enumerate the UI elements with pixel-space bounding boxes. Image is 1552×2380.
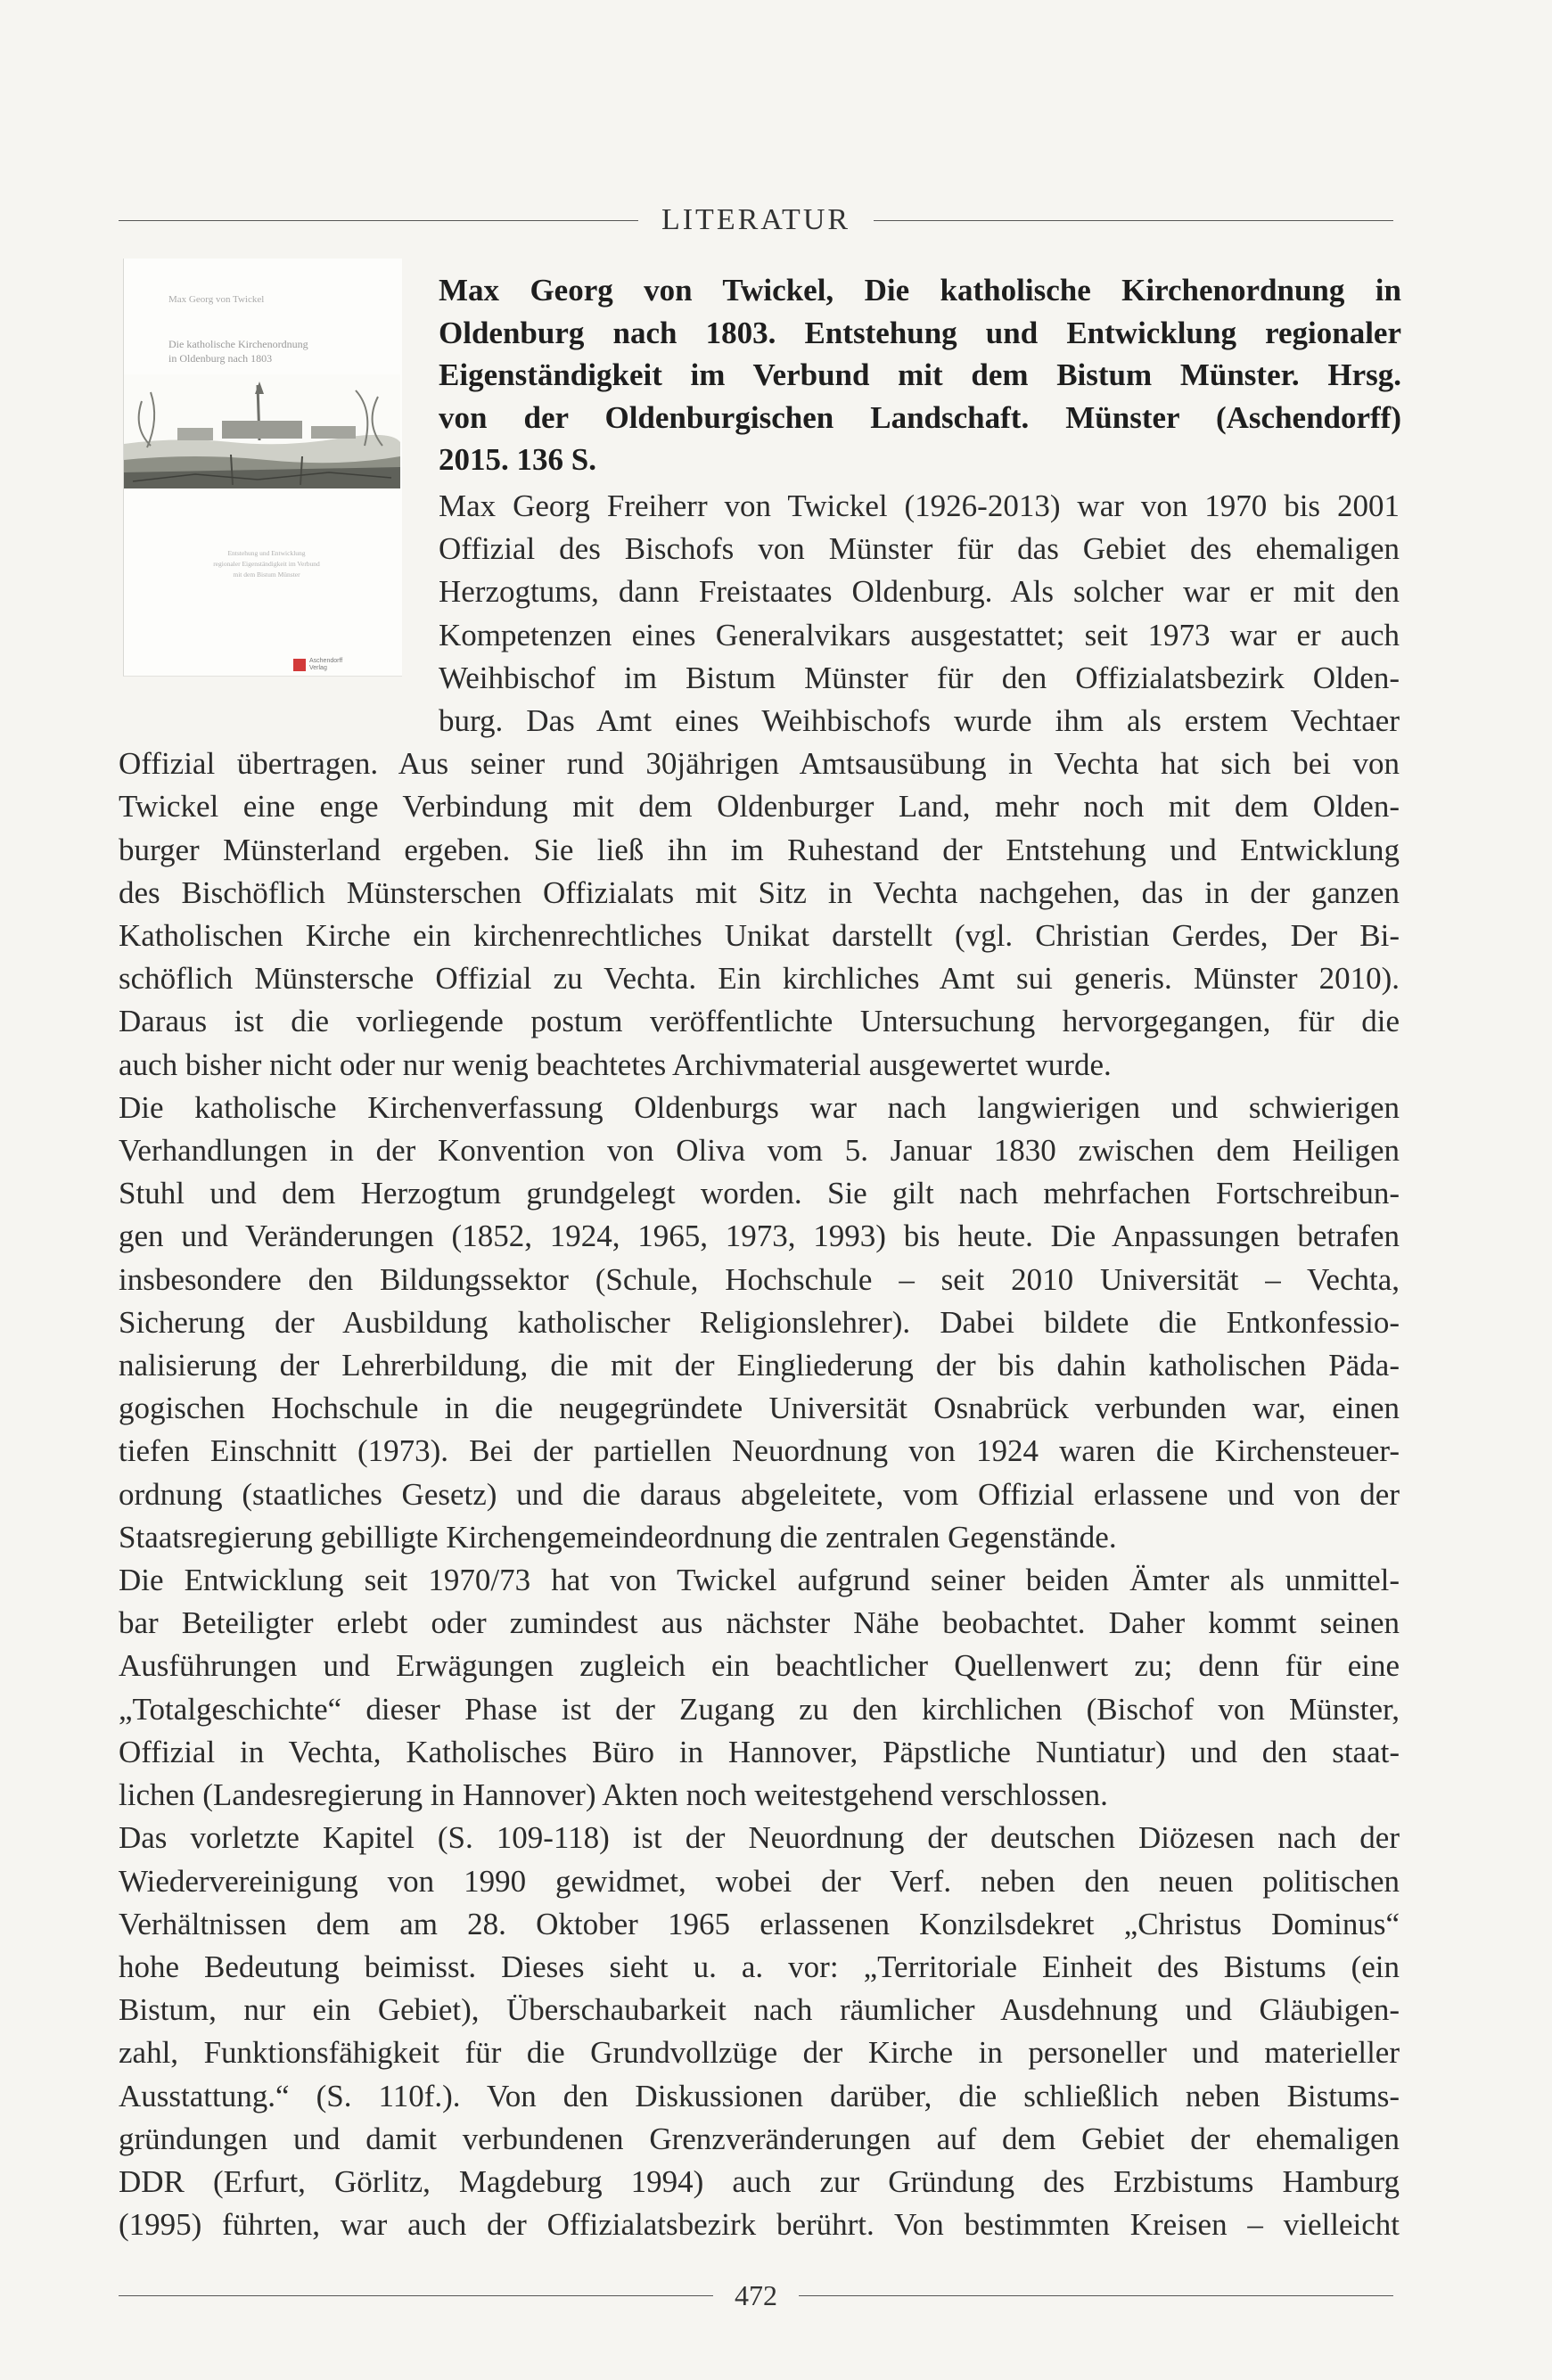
indented-paragraph-start — [119, 485, 1400, 743]
running-header — [119, 198, 1393, 242]
text-line: Daraus ist die vorliegende postum veröffentlichte Untersuchung hervorgegangen, für die — [119, 1004, 1400, 1039]
text-line: lichen (Landesregierung in Hannover) Akten noch weitestgehend verschlossen. — [119, 1777, 1108, 1813]
text-line: Verhandlungen in der Konvention von Oliva vom 5. Januar 1830 zwischen dem Heiligen — [119, 1133, 1400, 1169]
body-text — [119, 743, 1400, 2246]
bib-line: 2015. 136 S. — [439, 442, 596, 477]
text-line: Offizial übertragen. Aus seiner rund 30jährigen Amtsausübung in Vechta hat sich bei von — [119, 746, 1400, 782]
text-line: Verhältnissen dem am 28. Oktober 1965 erlassenen Konzilsdekret „Christus Dominus“ — [119, 1906, 1400, 1941]
text-line: des Bischöflich Münsterschen Offizialats mit Sitz in Vechta nachgehen, das in der ganzen — [119, 874, 1400, 910]
page-number: 472 — [735, 2278, 777, 2311]
cover-author: Max Georg von Twickel — [168, 294, 265, 305]
footer-rule-right — [799, 2295, 1393, 2296]
text-line: Kompetenzen eines Generalvikars ausgestattet; seit 1973 war er auch — [439, 617, 1400, 652]
header-rule-right — [874, 220, 1393, 221]
text-line: burger Münsterland ergeben. Sie ließ ihn im Ruhestand der Entstehung und Entwicklung — [119, 832, 1400, 867]
text-line: hohe Bedeutung beimisst. Dieses sieht u. a. vor: „Territoriale Einheit des Bistums (ein — [119, 1949, 1400, 1984]
text-line: Ausführungen und Erwägungen zugleich ein beachtlicher Quellenwert zu; denn für eine — [119, 1648, 1400, 1684]
text-line: zahl, Funktionsfähigkeit für die Grundvollzüge der Kirche in personeller und materieller — [119, 2035, 1400, 2071]
text-line: nalisierung der Lehrerbildung, die mit der Eingliederung der bis dahin katholischen Päda- — [119, 1348, 1400, 1383]
publisher-logo: Aschendorff Verlag — [293, 658, 342, 672]
text-line: Wiedervereinigung von 1990 gewidmet, wobei der Verf. neben den neuen politischen — [119, 1863, 1400, 1899]
text-line: Staatsregierung gebilligte Kirchengemeindeordnung die zentralen Gegenstände. — [119, 1519, 1117, 1555]
review-body — [119, 485, 1400, 2246]
page-footer — [119, 2273, 1393, 2318]
text-line: Herzogtums, dann Freistaates Oldenburg. Als solcher war er mit den — [439, 574, 1400, 610]
text-line: Katholischen Kirche ein kirchenrechtliches Unikat darstellt (vgl. Christian Gerdes, Der Bi- — [119, 918, 1400, 954]
text-line: (1995) führten, war auch der Offizialatsbezirk berührt. Von bestimmten Kreisen – vielleicht — [119, 2207, 1400, 2243]
cover-landscape-drawing — [124, 374, 400, 488]
text-line: ordnung (staatliches Gesetz) und die daraus abgeleitete, vom Offizial erlassene und von der — [119, 1476, 1400, 1512]
text-line: schöflich Münstersche Offizial zu Vechta. Ein kirchliches Amt sui generis. Münster 2010). — [119, 961, 1400, 997]
bib-line: Oldenburg nach 1803. Entstehung und Entwicklung regionaler — [439, 315, 1401, 350]
cover-title: Die katholische Kirchenordnung in Oldenburg nach 1803 — [168, 338, 308, 365]
header-rule-left — [119, 220, 638, 221]
text-line: Max Georg Freiherr von Twickel (1926-2013) war von 1970 bis 2001 — [439, 488, 1400, 523]
section-title: LITERATUR — [661, 203, 851, 236]
footer-rule-left — [119, 2295, 713, 2296]
text-line: gogischen Hochschule in die neugegründete Universität Osnabrück verbunden war, einen — [119, 1391, 1400, 1426]
text-line: Das vorletzte Kapitel (S. 109-118) ist der Neuordnung der deutschen Diözesen nach der — [119, 1820, 1400, 1856]
text-line: burg. Das Amt eines Weihbischofs wurde ihm als erstem Vechtaer — [439, 703, 1400, 739]
bib-line: von der Oldenburgischen Landschaft. Münster (Aschendorff) — [439, 399, 1401, 435]
text-line: Weihbischof im Bistum Münster für den Offizialatsbezirk Olden- — [439, 660, 1400, 695]
text-line: gen und Veränderungen (1852, 1924, 1965, 1973, 1993) bis heute. Die Anpassungen betrafen — [119, 1219, 1400, 1254]
text-line: insbesondere den Bildungssektor (Schule, Hochschule – seit 2010 Universität – Vechta, — [119, 1261, 1400, 1297]
bibliographic-entry — [439, 269, 1401, 481]
text-line: Die Entwicklung seit 1970/73 hat von Twickel aufgrund seiner beiden Ämter als unmittel- — [119, 1563, 1400, 1598]
cover-subtitle: Entstehung und Entwicklung regionaler Eigenständigkeit im Verbund mit dem Bistum Münster — [213, 549, 320, 579]
text-line: tiefen Einschnitt (1973). Bei der partiellen Neuordnung von 1924 waren die Kirchensteuer- — [119, 1433, 1400, 1469]
bib-line: Eigenständigkeit im Verbund mit dem Bistum Münster. Hrsg. — [439, 357, 1401, 392]
text-line: DDR (Erfurt, Görlitz, Magdeburg 1994) auch zur Gründung des Erzbistums Hamburg — [119, 2163, 1400, 2199]
text-line: Stuhl und dem Herzogtum grundgelegt worden. Sie gilt nach mehrfachen Fortschreibun- — [119, 1176, 1400, 1211]
text-line: auch bisher nicht oder nur wenig beachtetes Archivmaterial ausgewertet wurde. — [119, 1046, 1112, 1082]
text-line: gründungen und damit verbundenen Grenzveränderungen auf dem Gebiet der ehemaligen — [119, 2121, 1400, 2156]
text-line: Sicherung der Ausbildung katholischer Religionslehrer). Dabei bildete die Entkonfessio- — [119, 1304, 1400, 1340]
bib-line: Max Georg von Twickel, Die katholische Kirchenordnung in — [439, 273, 1401, 308]
text-line: bar Beteiligter erlebt oder zumindest aus nächster Nähe beobachtet. Daher kommt seinen — [119, 1605, 1400, 1641]
text-line: Offizial des Bischofs von Münster für das Gebiet des ehemaligen — [439, 531, 1400, 567]
text-line: Bistum, nur ein Gebiet), Überschaubarkeit nach räumlicher Ausdehnung und Gläubigen- — [119, 1992, 1400, 2028]
text-line: Offizial in Vechta, Katholisches Büro in Hannover, Päpstliche Nuntiatur) und den staat- — [119, 1734, 1400, 1769]
text-line: Die katholische Kirchenverfassung Oldenburgs war nach langwierigen und schwierigen — [119, 1089, 1400, 1125]
text-line: Ausstattung.“ (S. 110f.). Von den Diskussionen darüber, die schließlich neben Bistums- — [119, 2078, 1400, 2113]
text-line: Twickel eine enge Verbindung mit dem Oldenburger Land, mehr noch mit dem Olden- — [119, 789, 1400, 825]
text-line: „Totalgeschichte“ dieser Phase ist der Zugang zu den kirchlichen (Bischof von Münster, — [119, 1691, 1400, 1727]
